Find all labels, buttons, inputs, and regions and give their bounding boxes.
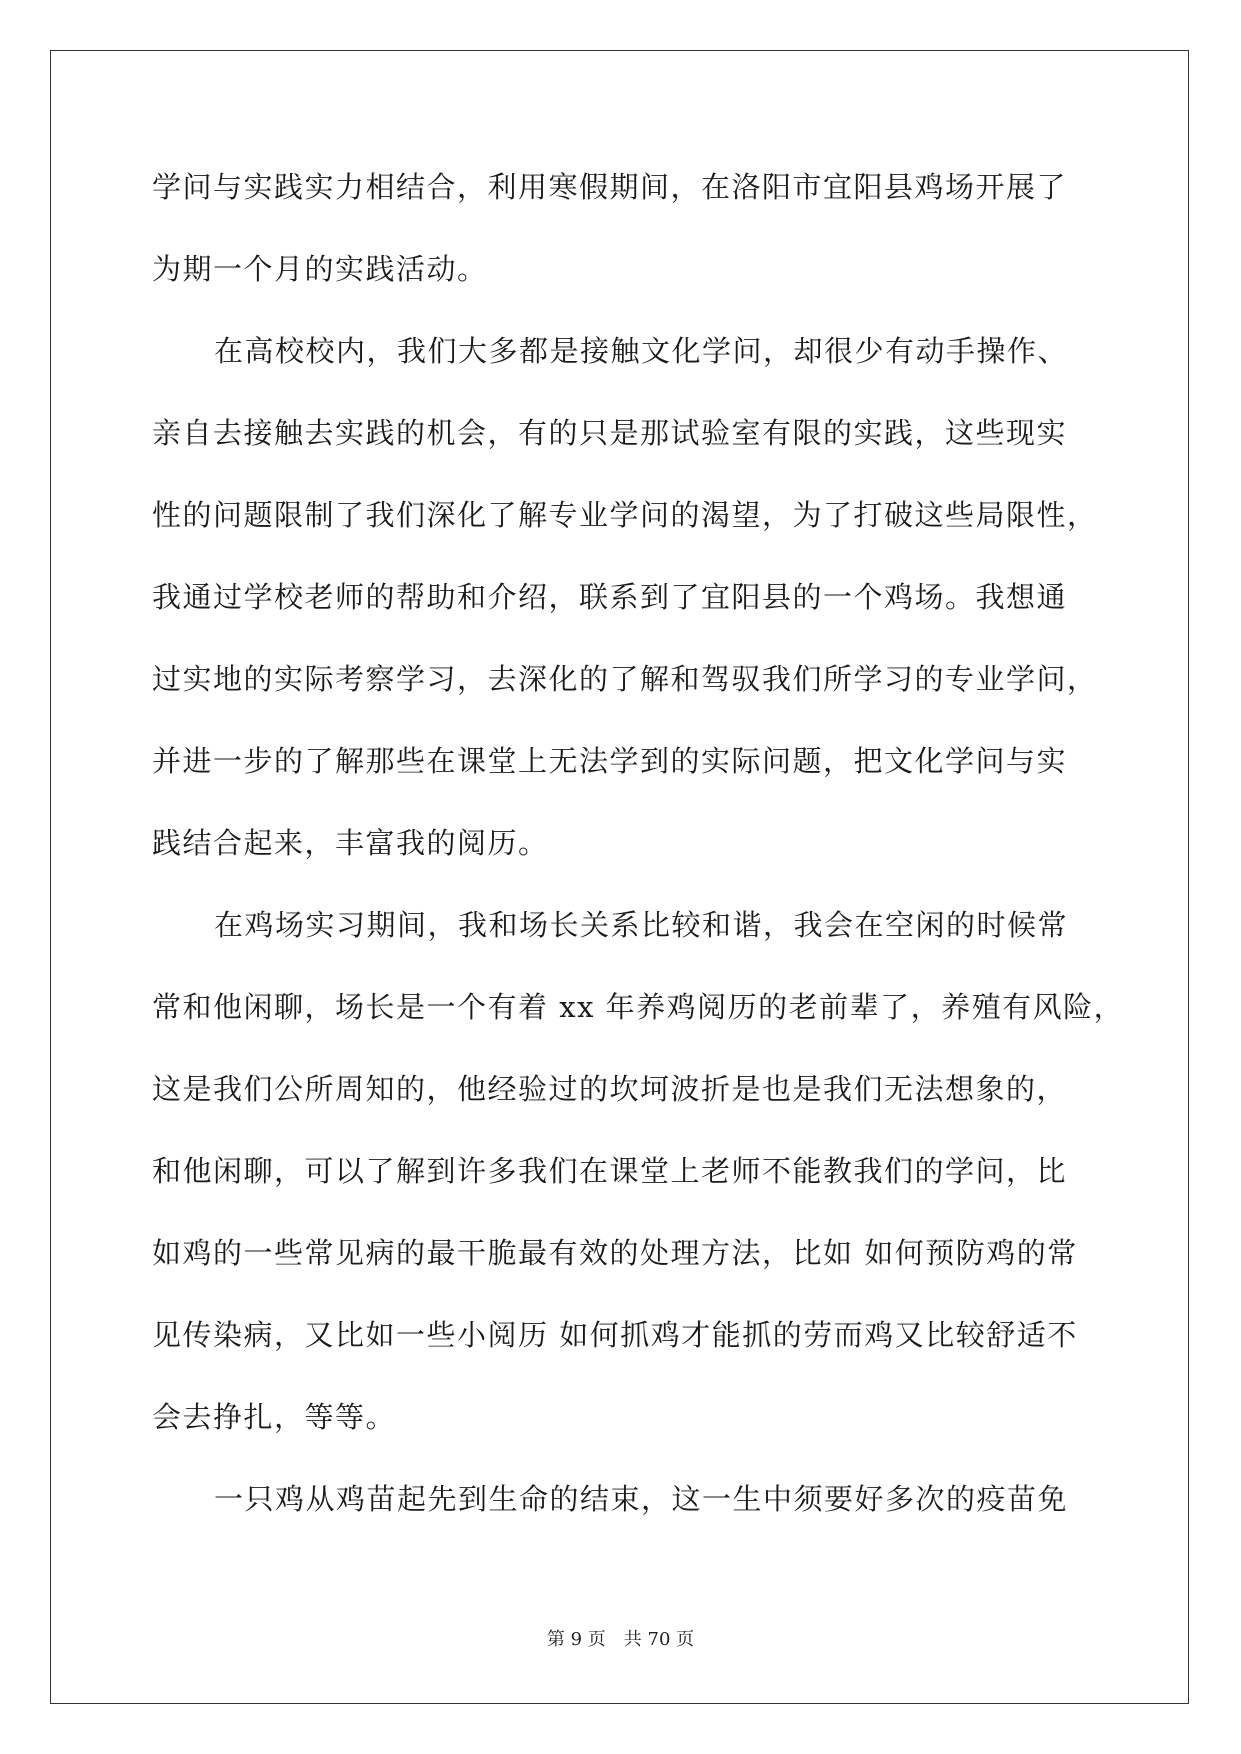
text-line-3: 在高校校内，我们大多都是接触文化学问，却很少有动手操作、 (214, 334, 1069, 368)
text-line-4: 亲自去接触去实践的机会，有的只是那试验室有限的实践，这些现实 (152, 416, 1068, 450)
text-line-12: 这是我们公所周知的，他经验过的坎坷波折是也是我们无法想象的， (152, 1072, 1068, 1106)
text-line-6: 我通过学校老师的帮助和介绍，联系到了宜阳县的一个鸡场。我想通 (152, 580, 1068, 614)
text-line-15: 见传染病，又比如一些小阅历 如何抓鸡才能抓的劳而鸡又比较舒适不 (152, 1318, 1078, 1352)
page-number: 第 9 页 (546, 1629, 606, 1650)
text-line-16: 会去挣扎，等等。 (152, 1400, 397, 1434)
text-line-7: 过实地的实际考察学习，去深化的了解和驾驭我们所学习的专业学问， (152, 662, 1098, 696)
text-line-17: 一只鸡从鸡苗起先到生命的结束，这一生中须要好多次的疫苗免 (214, 1482, 1069, 1516)
page-footer (0, 1625, 1241, 1651)
text-line-1: 学问与实践实力相结合，利用寒假期间，在洛阳市宜阳县鸡场开展了 (152, 170, 1068, 204)
text-line-14: 如鸡的一些常见病的最干脆最有效的处理方法，比如 如何预防鸡的常 (152, 1236, 1078, 1270)
page-total: 共 70 页 (623, 1629, 695, 1650)
text-line-11: 常和他闲聊，场长是一个有着 xx 年养鸡阅历的老前辈了，养殖有风险， (152, 990, 1125, 1024)
text-line-2: 为期一个月的实践活动。 (152, 252, 488, 286)
text-line-8: 并进一步的了解那些在课堂上无法学到的实际问题，把文化学问与实 (152, 744, 1068, 778)
document-body (152, 160, 1125, 1554)
text-line-10: 在鸡场实习期间，我和场长关系比较和谐，我会在空闲的时候常 (214, 908, 1069, 942)
text-line-5: 性的问题限制了我们深化了解专业学问的渴望，为了打破这些局限性， (152, 498, 1098, 532)
text-line-9: 践结合起来，丰富我的阅历。 (152, 826, 549, 860)
text-line-13: 和他闲聊，可以了解到许多我们在课堂上老师不能教我们的学问，比 (152, 1154, 1068, 1188)
